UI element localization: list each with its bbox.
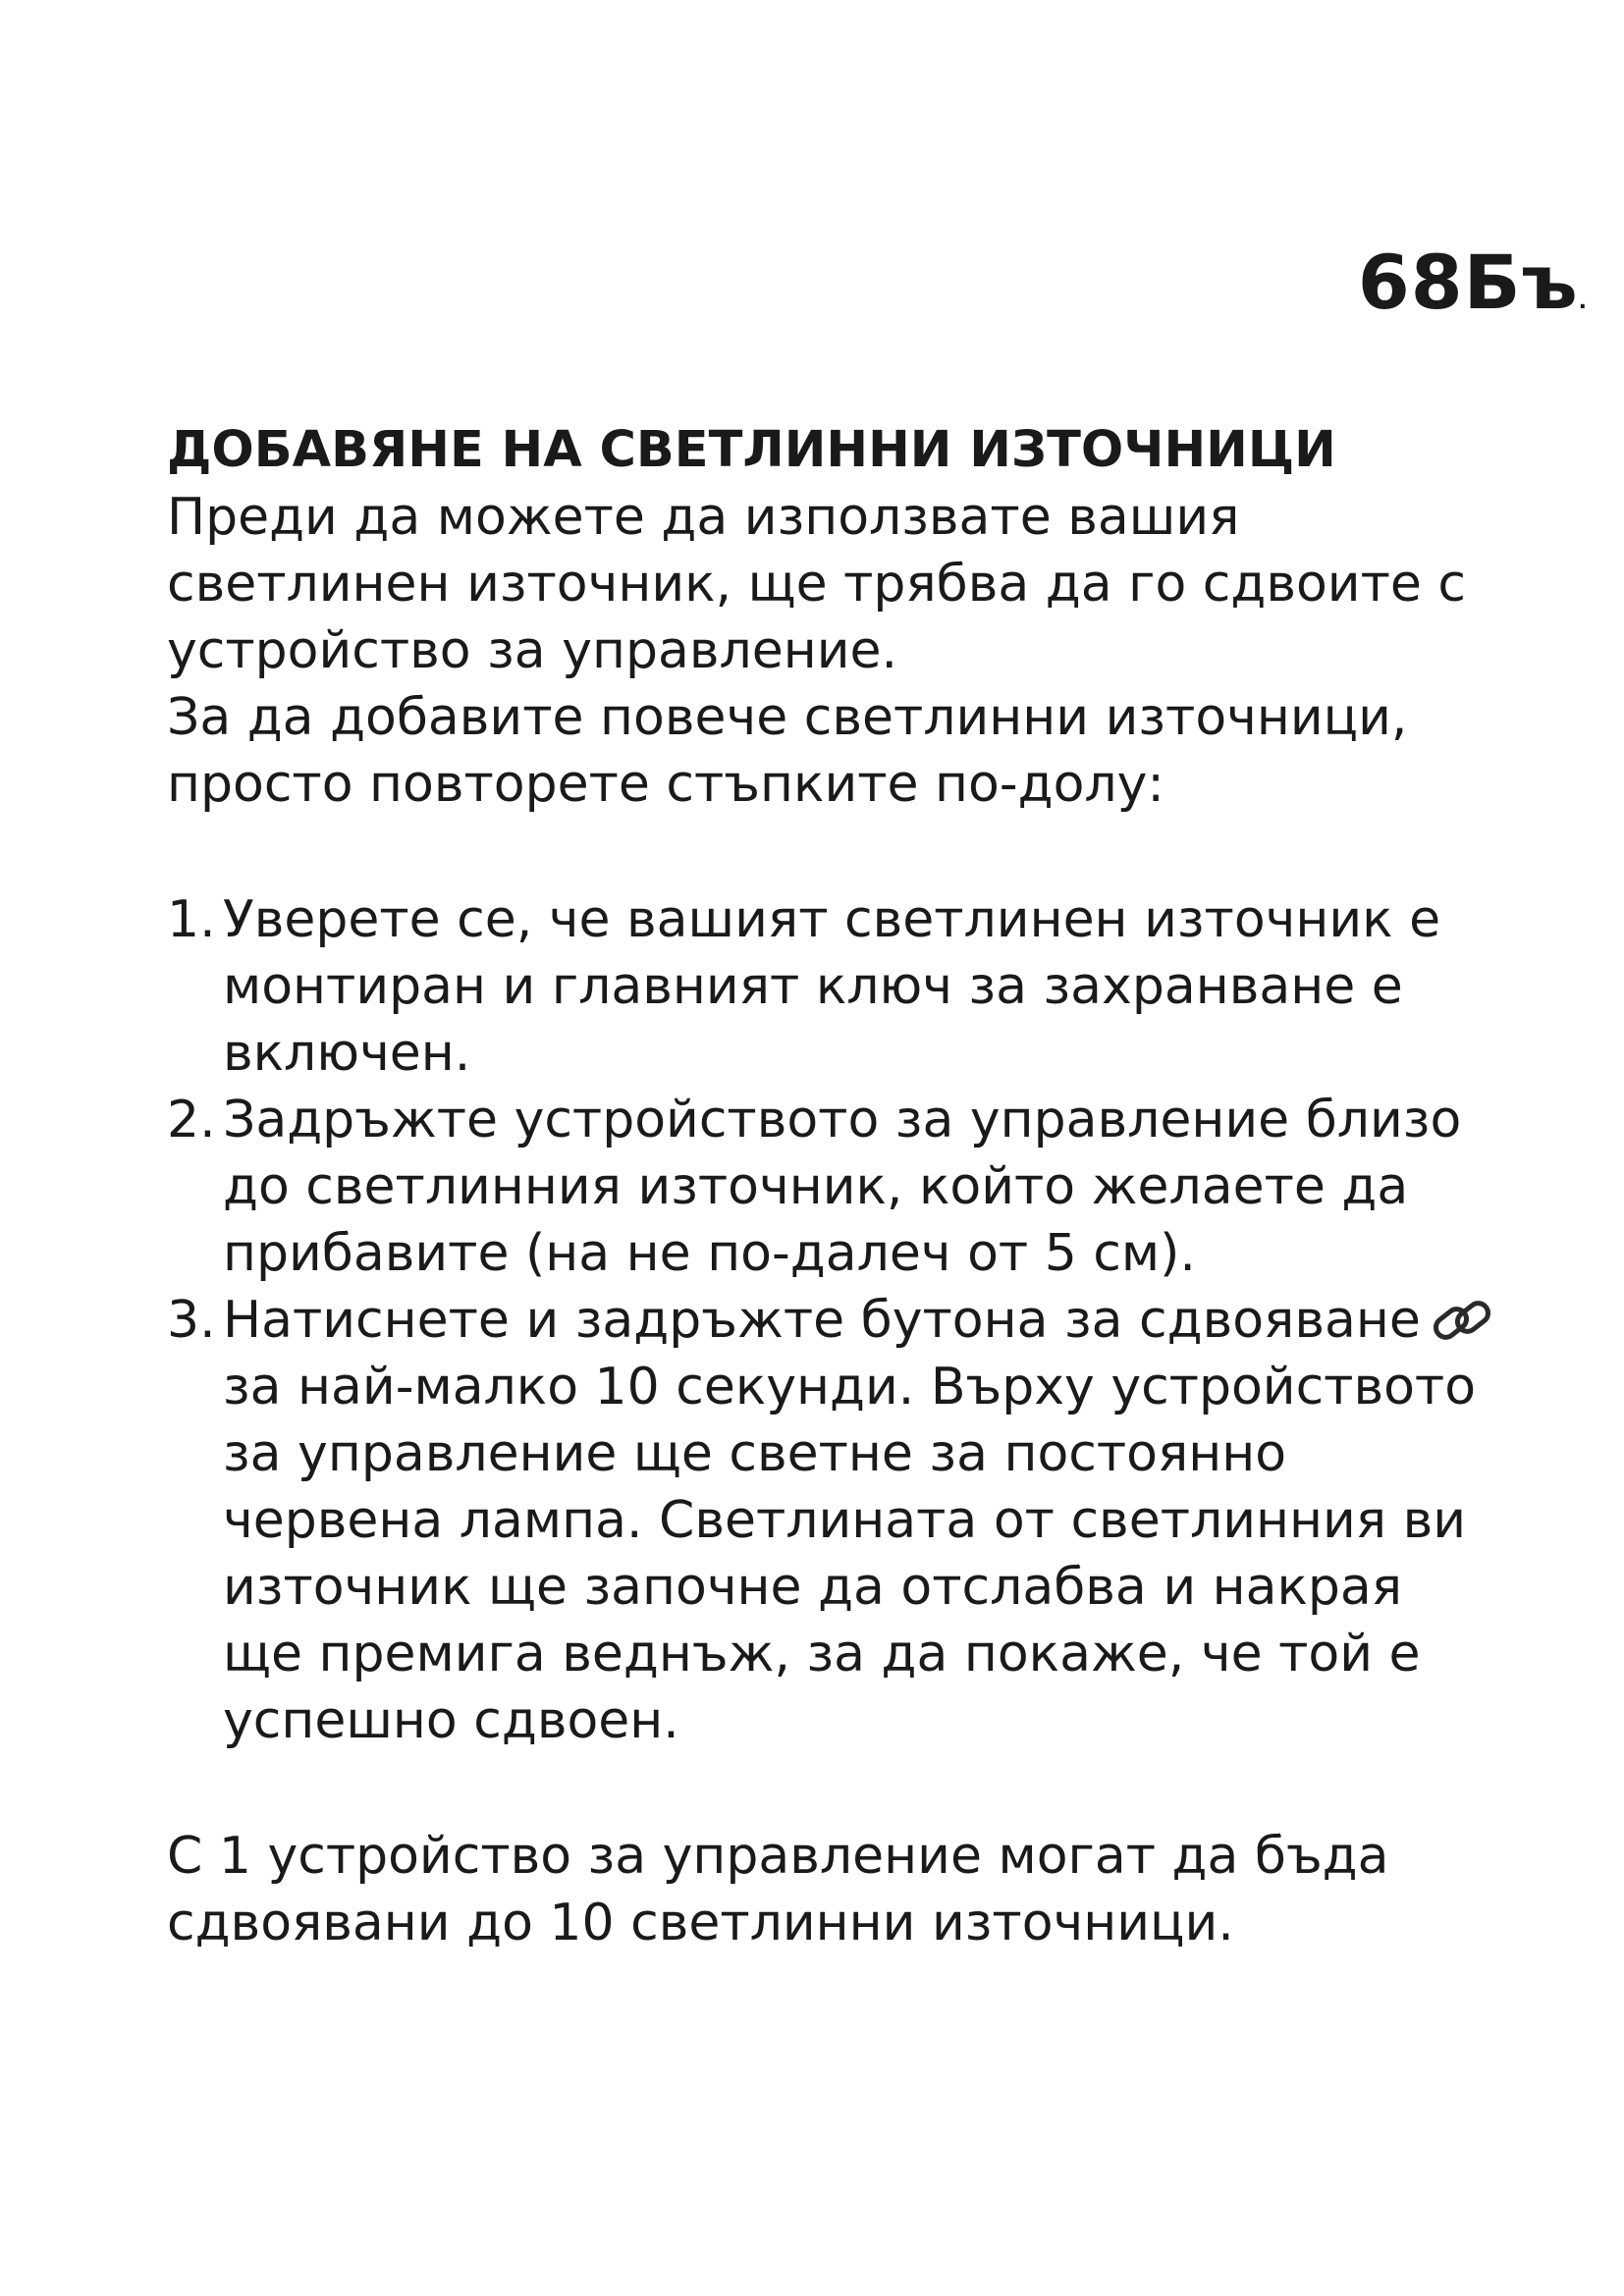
footer-line: С 1 устройство за управление могат да бъда [167, 1827, 1389, 1886]
footer-line: сдвоявани до 10 светлинни източници. [167, 1894, 1234, 1952]
step-number: 3. [167, 1291, 216, 1350]
intro-line: просто повторете стъпките по-долу: [167, 755, 1164, 814]
step-line-text: Натиснете и задръжте бутона за сдвояване [223, 1291, 1421, 1350]
step-line: до светлинния източник, който желаете да [223, 1157, 1409, 1216]
intro-line: Преди да можете да използвате вашия [167, 488, 1240, 547]
step-line: Уверете се, че вашият светлинен източник е [223, 890, 1441, 949]
intro-line: устройство за управление. [167, 621, 898, 680]
step-line: червена лампа. Светлината от светлинния ви [223, 1491, 1467, 1550]
step-number: 1. [167, 890, 216, 949]
step-2 [167, 1087, 1502, 1287]
intro-line: За да добавите повече светлинни източници, [167, 688, 1408, 747]
step-line: включен. [223, 1024, 471, 1083]
spacer [167, 818, 1502, 886]
page-lang-code: Бъ [1463, 239, 1579, 326]
step-line: прибавите (на не по-далеч от 5 см). [223, 1224, 1196, 1283]
link-icon [1427, 1294, 1499, 1349]
footer-paragraph [167, 1823, 1502, 1956]
page-number-dot: . [1578, 290, 1588, 314]
section-heading: ДОБАВЯНЕ НА СВЕТЛИННИ ИЗТОЧНИЦИ [167, 421, 1336, 479]
intro-line: светлинен източник, ще трябва да го сдвоите с [167, 555, 1467, 614]
spacer [167, 1754, 1502, 1823]
step-number: 2. [167, 1091, 216, 1149]
step-1 [167, 886, 1502, 1087]
section-content [167, 417, 1502, 1956]
intro-paragraph [167, 484, 1502, 818]
step-line: за управление ще светне за постоянно [223, 1424, 1287, 1483]
step-line: монтиран и главният ключ за захранване е [223, 957, 1403, 1016]
step-line: успешно сдвоен. [223, 1691, 679, 1750]
step-line: за най-малко 10 секунди. Върху устройството [223, 1358, 1477, 1416]
step-line [223, 1287, 1502, 1354]
step-line: Задръжте устройството за управление близо [223, 1091, 1462, 1149]
step-3 [167, 1287, 1502, 1754]
page-number-value: 68 [1357, 239, 1464, 326]
step-line: източник ще започне да отслабва и накрая [223, 1558, 1403, 1617]
page-number [1357, 239, 1588, 326]
step-line: ще премига веднъж, за да покаже, че той е [223, 1625, 1421, 1683]
steps-list [167, 886, 1502, 1754]
